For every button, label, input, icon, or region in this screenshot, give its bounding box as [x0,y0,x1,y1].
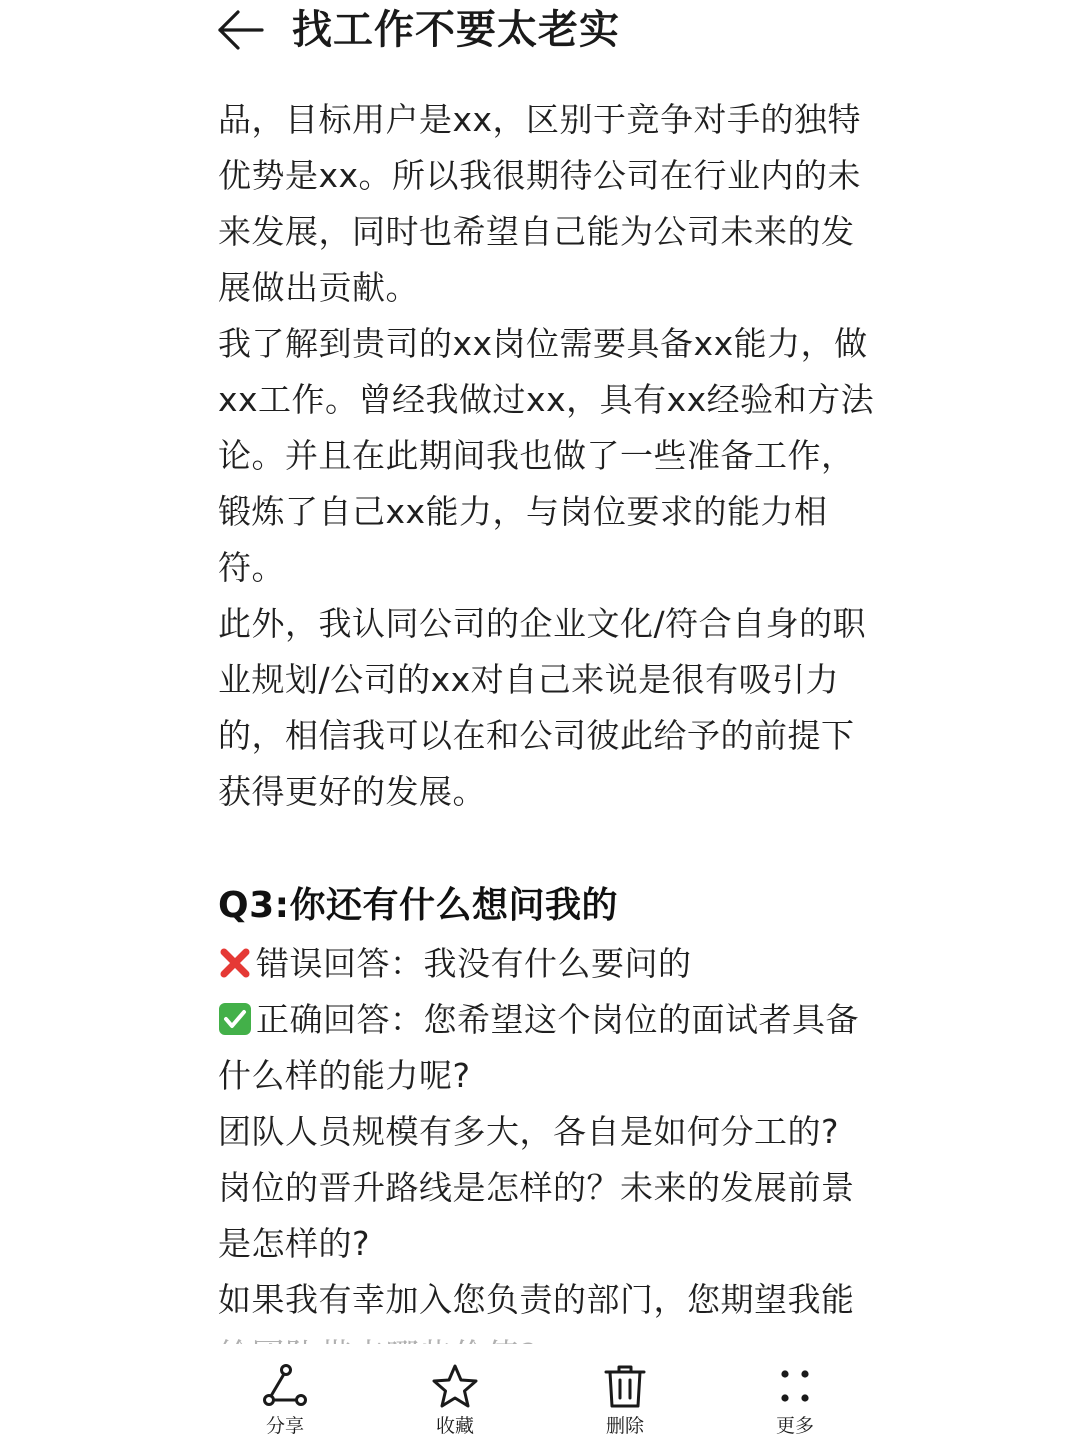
text-line: 优势是xx。所以我很期待公司在行业内的未 [218,156,862,195]
favorite-label: 收藏 [435,1415,474,1437]
share-icon [260,1362,310,1412]
text-line: 获得更好的发展。 [218,772,486,811]
text-line: 什么样的能力呢? [218,1056,471,1095]
bottom-action-bar [0,1344,1080,1440]
share-label: 分享 [265,1415,304,1437]
text-line: 团队人员规模有多大，各自是如何分工的? [218,1112,840,1151]
more-button[interactable] [735,1362,855,1440]
blank-line [218,820,866,876]
star-icon [430,1362,480,1412]
back-button[interactable] [212,6,268,54]
back-arrow-icon [212,6,268,54]
text-line: 展做出贡献。 [218,268,419,307]
cross-mark-icon [218,946,252,980]
text-line: 的，相信我可以在和公司彼此给予的前提下 [218,716,855,755]
trash-icon [600,1362,650,1412]
more-label: 更多 [775,1415,814,1437]
share-button[interactable] [225,1362,345,1440]
delete-label: 删除 [605,1415,644,1437]
paragraph [218,316,875,596]
text-line: 岗位的晋升路线是怎样的？未来的发展前景 [218,1168,855,1207]
text-line: 是怎样的? [218,1224,371,1263]
check-mark-icon [218,1002,252,1036]
paragraph [218,92,866,316]
wrong-answer-text: 错误回答：我没有什么要问的 [256,944,692,983]
more-icon [770,1362,820,1412]
text-line: xx工作。曾经我做过xx，具有xx经验和方法 [218,380,875,419]
text-line: 论。并且在此期间我也做了一些准备工作， [218,436,855,475]
title-bar [0,0,1080,64]
text-line: 锻炼了自己xx能力，与岗位要求的能力相 [218,492,828,531]
favorite-button[interactable] [395,1362,515,1440]
delete-button[interactable] [565,1362,685,1440]
page-title: 找工作不要太老实 [292,7,620,53]
text-line: 来发展，同时也希望自己能为公司未来的发 [218,212,855,251]
correct-answer-line [218,992,866,1048]
text-line: 业规划/公司的xx对自己来说是很有吸引力 [218,660,840,699]
text-line: 我了解到贵司的xx岗位需要具备xx能力，做 [218,324,868,363]
paragraph [218,596,866,820]
correct-answer-text: 正确回答：您希望这个岗位的面试者具备 [256,1000,859,1039]
wrong-answer-line [218,936,866,992]
text-line: 此外，我认同公司的企业文化/符合自身的职 [218,604,867,643]
text-line: 符。 [218,548,285,587]
text-line: 品，目标用户是xx，区别于竞争对手的独特 [218,100,862,139]
note-content[interactable] [218,92,875,1342]
question-heading: Q3:你还有什么想问我的 [218,885,619,926]
text-line: 如果我有幸加入您负责的部门，您期望我能 [218,1280,855,1319]
